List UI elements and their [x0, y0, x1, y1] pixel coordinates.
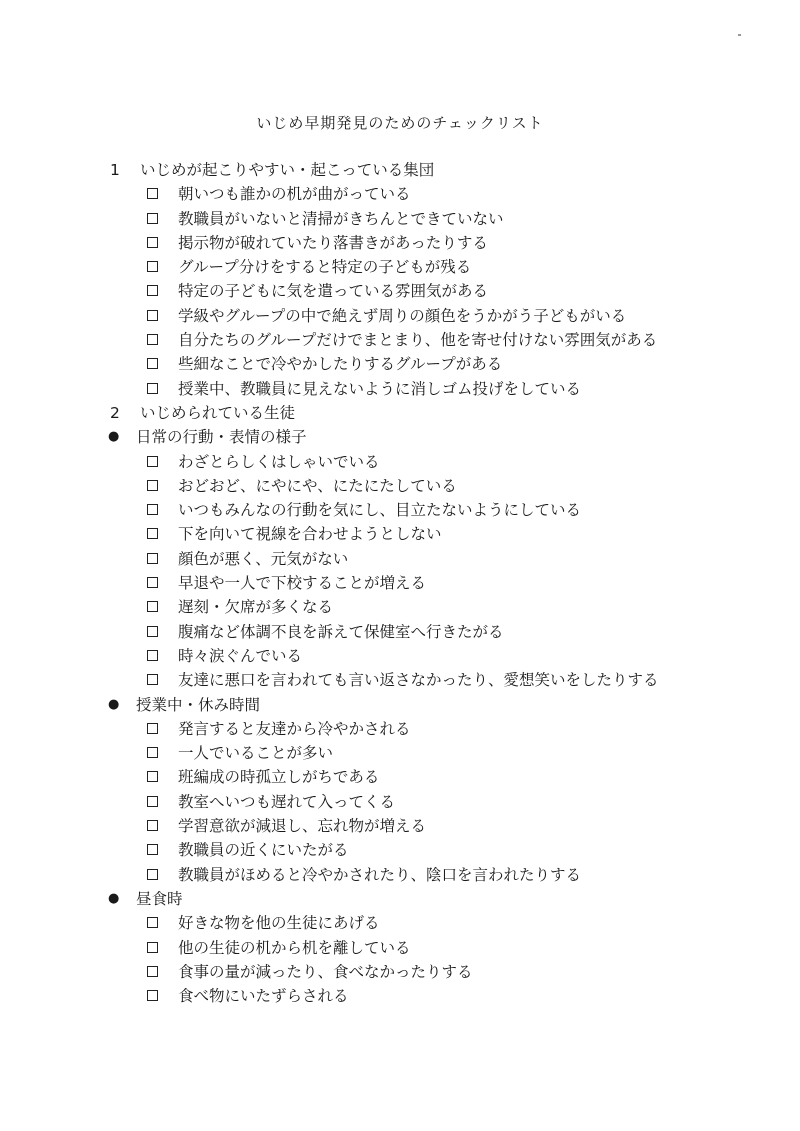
checklist-item-text: 教室へいつも遅れて入ってくる [178, 792, 396, 811]
checklist-item [0, 450, 800, 474]
section-title: いじめが起こりやすい・起こっている集団 [140, 161, 435, 179]
checkbox[interactable] [147, 844, 158, 855]
checkbox[interactable] [147, 747, 158, 758]
checklist-item-text: いつもみんなの行動を気にし、目立たないようにしている [178, 501, 582, 520]
checkbox[interactable] [147, 334, 158, 345]
checklist-item [0, 207, 800, 231]
checkbox[interactable] [147, 917, 158, 928]
checklist-item-text: 一人でいることが多い [178, 744, 334, 763]
section-title: いじめられている生徒 [140, 403, 296, 422]
checklist-item [0, 717, 800, 741]
checklist-item-text: 自分たちのグループだけでまとまり、他を寄せ付けない雰囲気がある [178, 331, 658, 350]
checklist [0, 158, 800, 1008]
checklist-item [0, 522, 800, 546]
checklist-item [0, 279, 800, 303]
checkbox[interactable] [147, 723, 158, 734]
checklist-item [0, 498, 800, 522]
checklist-item-text: 班編成の時孤立しがちである [178, 768, 380, 787]
checkbox[interactable] [147, 528, 158, 539]
checklist-item-text: 早退や一人で下校することが増える [178, 574, 427, 593]
checkbox[interactable] [147, 188, 158, 199]
checkbox[interactable] [147, 553, 158, 564]
subsection-heading [0, 887, 800, 911]
checkbox[interactable] [147, 601, 158, 612]
section-number: 2 [110, 403, 120, 422]
checklist-item-text: 些細なことで冷やかしたりするグループがある [178, 355, 503, 374]
checklist-item-text: 教職員がほめると冷やかされたり、陰口を言われたりする [178, 865, 582, 884]
checklist-item-text: 学習意欲が減退し、忘れ物が増える [178, 817, 427, 836]
checklist-item [0, 474, 800, 498]
checkbox[interactable] [147, 990, 158, 1001]
section-number: 1 [110, 161, 120, 179]
checkbox[interactable] [147, 966, 158, 977]
checklist-item-text: 授業中、教職員に見えないように消しゴム投げをしている [178, 379, 582, 398]
checkbox[interactable] [147, 869, 158, 880]
checkbox[interactable] [147, 285, 158, 296]
checklist-item-text: 学級やグループの中で絶えず周りの顔色をうかがう子どもがいる [178, 306, 627, 325]
subsection-heading [0, 693, 800, 717]
bullet-icon: ● [108, 429, 120, 445]
checklist-item [0, 547, 800, 571]
checklist-item [0, 231, 800, 255]
checklist-item-text: 遅刻・欠席が多くなる [178, 598, 334, 617]
subsection-title: 授業中・休み時間 [136, 695, 261, 714]
checklist-item [0, 255, 800, 279]
checklist-item [0, 182, 800, 206]
section-heading [0, 158, 800, 182]
checklist-item-text: グループ分けをすると特定の子どもが残る [178, 258, 472, 277]
checkbox[interactable] [147, 674, 158, 685]
checklist-item [0, 377, 800, 401]
checklist-item-text: 食べ物にいたずらされる [178, 987, 349, 1006]
checklist-item [0, 960, 800, 984]
checklist-item [0, 571, 800, 595]
checklist-item [0, 765, 800, 789]
subsection-title: 日常の行動・表情の様子 [136, 428, 307, 447]
checklist-item-text: 教職員の近くにいたがる [178, 841, 349, 860]
checkbox[interactable] [147, 261, 158, 272]
checklist-item-text: 下を向いて視線を合わせようとしない [178, 525, 442, 544]
checklist-item-text: 教職員がいないと清掃がきちんとできていない [178, 209, 504, 228]
checkbox[interactable] [147, 358, 158, 369]
checkbox[interactable] [147, 626, 158, 637]
checkbox[interactable] [147, 383, 158, 394]
checklist-item-text: 好きな物を他の生徒にあげる [178, 914, 380, 933]
checklist-item-text: 食事の量が減ったり、食べなかったりする [178, 962, 473, 981]
checklist-item-text: 顔色が悪く、元気がない [178, 549, 349, 568]
checklist-item [0, 814, 800, 838]
checklist-item-text: 他の生徒の机から机を離している [178, 938, 411, 957]
checklist-item-text: 発言すると友達から冷やかされる [178, 719, 411, 738]
checkbox[interactable] [147, 820, 158, 831]
checkbox[interactable] [147, 310, 158, 321]
checklist-item [0, 644, 800, 668]
subsection-heading [0, 425, 800, 449]
checkbox[interactable] [147, 456, 158, 467]
checklist-item [0, 620, 800, 644]
checkbox[interactable] [147, 480, 158, 491]
checklist-item [0, 668, 800, 692]
checklist-item-text: 特定の子どもに気を遣っている雰囲気がある [178, 282, 489, 301]
checkbox[interactable] [147, 504, 158, 515]
page-title: いじめ早期発見のためのチェックリスト [256, 114, 544, 132]
checklist-item [0, 741, 800, 765]
bullet-icon: ● [108, 890, 120, 906]
checklist-item-text: おどおど、にやにや、にたにたしている [178, 476, 457, 495]
subsection-title: 昼食時 [136, 889, 183, 908]
checklist-item [0, 790, 800, 814]
checklist-item [0, 595, 800, 619]
checkbox[interactable] [147, 237, 158, 248]
checklist-item [0, 838, 800, 862]
checklist-item [0, 863, 800, 887]
checklist-item [0, 328, 800, 352]
checklist-item-text: 腹痛など体調不良を訴えて保健室へ行きたがる [178, 622, 504, 641]
checklist-item [0, 352, 800, 376]
scan-speck [738, 34, 741, 36]
checkbox[interactable] [147, 577, 158, 588]
checkbox[interactable] [147, 796, 158, 807]
checkbox[interactable] [147, 213, 158, 224]
section-heading [0, 401, 800, 425]
checklist-item [0, 936, 800, 960]
checklist-item-text: 朝いつも誰かの机が曲がっている [178, 185, 411, 204]
checkbox[interactable] [147, 942, 158, 953]
checklist-item [0, 984, 800, 1008]
bullet-icon: ● [108, 696, 120, 712]
checklist-item-text: 掲示物が破れていたり落書きがあったりする [178, 233, 488, 252]
checklist-item [0, 911, 800, 935]
checklist-item-text: わざとらしくはしゃいでいる [178, 452, 380, 471]
checklist-item-text: 友達に悪口を言われても言い返さなかったり、愛想笑いをしたりする [178, 671, 659, 690]
checklist-item [0, 304, 800, 328]
checklist-item-text: 時々涙ぐんでいる [178, 646, 303, 665]
checkbox[interactable] [147, 771, 158, 782]
checkbox[interactable] [147, 650, 158, 661]
